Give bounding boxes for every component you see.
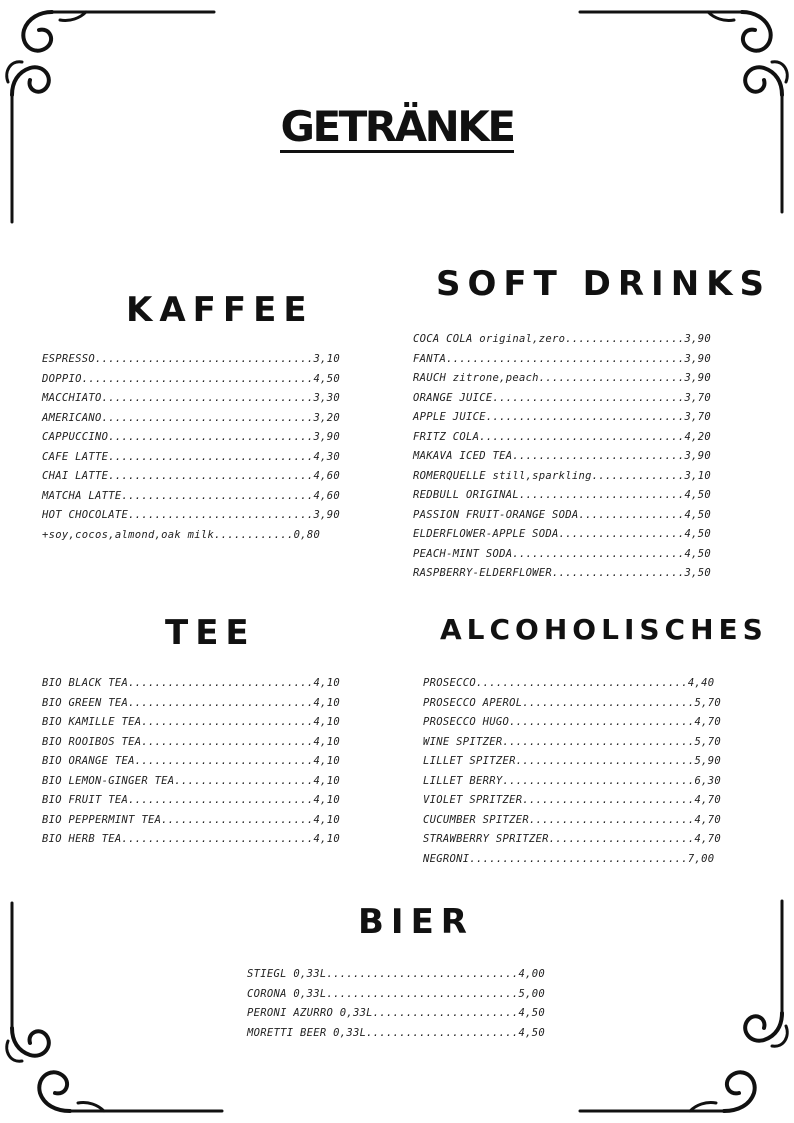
soft-drinks-list <box>413 330 711 584</box>
list-item: MORETTI BEER 0,33L.......................4,50 <box>247 1026 545 1039</box>
list-item: FRITZ COLA...............................4,20 <box>413 430 711 443</box>
page-title-text: GETRÄNKE <box>280 102 514 151</box>
list-item: +soy,cocos,almond,oak milk............0,80 <box>42 528 321 541</box>
list-item: CHAI LATTE...............................4,60 <box>42 470 340 482</box>
list-item: CAPPUCCINO...............................3,90 <box>42 431 340 443</box>
list-item: WINE SPITZER.............................5,70 <box>423 735 721 748</box>
list-item: HOT CHOCOLATE............................3,90 <box>42 509 340 521</box>
soft-drinks-heading: SOFT DRINKS <box>436 264 771 304</box>
list-item: BIO LEMON-GINGER TEA.....................4,10 <box>42 774 340 787</box>
list-item: BIO ROOIBOS TEA..........................4,10 <box>42 735 340 748</box>
list-item: BIO ORANGE TEA...........................4,10 <box>42 755 340 767</box>
list-item: LILLET BERRY.............................6,30 <box>423 774 721 787</box>
list-item: COCA COLA original,zero..................3,90 <box>413 333 711 345</box>
list-item: ORANGE JUICE.............................3,70 <box>413 391 711 404</box>
list-item: BIO FRUIT TEA............................4,10 <box>42 794 340 806</box>
ornament-bottom-left <box>0 893 230 1123</box>
list-item: PEACH-MINT SODA..........................4,50 <box>413 547 711 560</box>
bier-heading: BIER <box>358 902 474 942</box>
list-item: MACCHIATO................................3,30 <box>42 392 340 404</box>
tee-list <box>42 674 340 850</box>
list-item: BIO BLACK TEA............................4,10 <box>42 677 340 689</box>
list-item: ELDERFLOWER-APPLE SODA...................4,50 <box>413 528 711 540</box>
list-item: PROSECCO HUGO............................4,70 <box>423 716 721 728</box>
list-item: MATCHA LATTE.............................4,60 <box>42 489 340 502</box>
list-item: REDBULL ORIGINAL.........................4,50 <box>413 489 711 501</box>
list-item: FANTA....................................3,90 <box>413 352 711 365</box>
alcoholisches-heading: ALCOHOLISCHES <box>440 613 768 646</box>
page-title <box>0 102 794 153</box>
list-item: DOPPIO...................................4,50 <box>42 372 340 385</box>
list-item: NEGRONI.................................7,00 <box>423 852 715 865</box>
list-item: PROSECCO APEROL..........................5,70 <box>423 696 721 709</box>
list-item: ESPRESSO.................................3,10 <box>42 353 340 365</box>
list-item: BIO KAMILLE TEA..........................4,10 <box>42 716 340 728</box>
list-item: PERONI AZURRO 0,33L......................4,50 <box>247 1007 545 1019</box>
kaffee-heading: KAFFEE <box>126 290 314 330</box>
list-item: PASSION FRUIT-ORANGE SODA................4,50 <box>413 508 711 521</box>
list-item: AMERICANO................................3,20 <box>42 411 340 424</box>
bier-list <box>247 965 545 1043</box>
list-item: RASPBERRY-ELDERFLOWER....................3,50 <box>413 567 711 579</box>
tee-heading: TEE <box>165 613 256 653</box>
list-item: CUCUMBER SPITZER.........................4,70 <box>423 813 721 826</box>
list-item: RAUCH zitrone,peach......................3,90 <box>413 372 711 384</box>
list-item: BIO GREEN TEA............................4,10 <box>42 696 340 709</box>
ornament-bottom-right <box>574 893 794 1123</box>
list-item: PROSECCO................................4,40 <box>423 677 715 689</box>
list-item: BIO PEPPERMINT TEA.......................4,10 <box>42 813 340 826</box>
list-item: CAFE LATTE...............................4,30 <box>42 450 340 463</box>
kaffee-list <box>42 350 340 545</box>
list-item: VIOLET SPRITZER..........................4,70 <box>423 794 721 806</box>
list-item: CORONA 0,33L.............................5,00 <box>247 987 545 1000</box>
list-item: STRAWBERRY SPRITZER......................4,70 <box>423 833 721 845</box>
alcoholisches-list <box>423 674 721 869</box>
list-item: APPLE JUICE..............................3,70 <box>413 411 711 423</box>
list-item: STIEGL 0,33L.............................4,00 <box>247 968 545 980</box>
list-item: BIO HERB TEA.............................4,10 <box>42 833 340 845</box>
list-item: ROMERQUELLE still,sparkling..............3,10 <box>413 469 711 482</box>
list-item: MAKAVA ICED TEA..........................3,90 <box>413 450 711 462</box>
list-item: LILLET SPITZER...........................5,90 <box>423 755 721 767</box>
